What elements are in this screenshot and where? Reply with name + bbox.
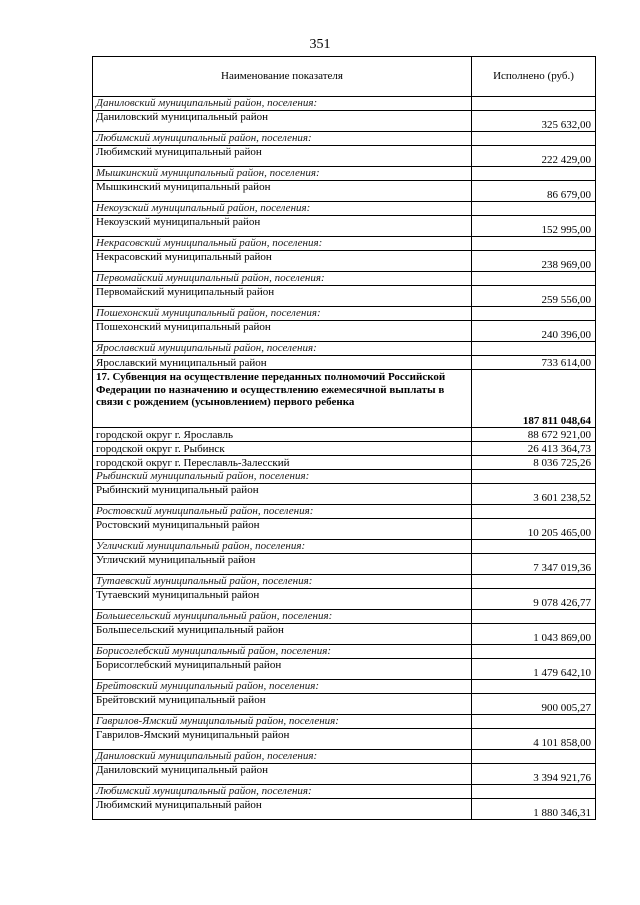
table-row (93, 111, 596, 132)
row-name-cell: Ростовский муниципальный район (93, 519, 472, 540)
row-name-cell: 17. Субвенция на осуществление переданных полномочий Российской Федерации по назначению и осуществлению ежемесячной выплаты в связи с рождением (усыновлением) первого ребенка (93, 370, 472, 428)
row-name-cell: Гаврилов-Ямский муниципальный район, поселения: (93, 715, 472, 729)
table-row (93, 356, 596, 370)
row-name-cell: Рыбинский муниципальный район, поселения: (93, 470, 472, 484)
row-name-cell: Даниловский муниципальный район (93, 764, 472, 785)
table-row (93, 624, 596, 645)
table-row (93, 540, 596, 554)
column-header-name: Наименование показателя (93, 57, 472, 97)
row-value-cell: 7 347 019,36 (472, 554, 596, 575)
row-name-cell: Большесельский муниципальный район (93, 624, 472, 645)
row-value-cell (472, 715, 596, 729)
row-value-cell: 26 413 364,73 (472, 442, 596, 456)
row-name-cell: Ростовский муниципальный район, поселения: (93, 505, 472, 519)
row-name-cell: Угличский муниципальный район, поселения: (93, 540, 472, 554)
row-value-cell (472, 307, 596, 321)
table-row (93, 428, 596, 442)
row-name-cell: Брейтовский муниципальный район, поселения: (93, 680, 472, 694)
row-value-cell: 187 811 048,64 (472, 370, 596, 428)
table-row (93, 715, 596, 729)
row-name-cell: Любимский муниципальный район, поселения: (93, 785, 472, 799)
table-row (93, 307, 596, 321)
row-name-cell: Даниловский муниципальный район, поселения: (93, 97, 472, 111)
row-name-cell: городской округ г. Рыбинск (93, 442, 472, 456)
table-row (93, 505, 596, 519)
row-name-cell: Некоузский муниципальный район, поселения: (93, 202, 472, 216)
table-row (93, 181, 596, 202)
table-row (93, 645, 596, 659)
row-value-cell: 1 043 869,00 (472, 624, 596, 645)
row-value-cell (472, 167, 596, 181)
row-value-cell: 8 036 725,26 (472, 456, 596, 470)
row-value-cell: 238 969,00 (472, 251, 596, 272)
table-row (93, 272, 596, 286)
row-name-cell: Даниловский муниципальный район, поселения: (93, 750, 472, 764)
table-row (93, 694, 596, 715)
table-row (93, 750, 596, 764)
row-value-cell (472, 237, 596, 251)
row-name-cell: Борисоглебский муниципальный район (93, 659, 472, 680)
row-name-cell: Некрасовский муниципальный район (93, 251, 472, 272)
row-value-cell (472, 470, 596, 484)
row-value-cell: 86 679,00 (472, 181, 596, 202)
report-table (92, 56, 596, 820)
table-row (93, 370, 596, 428)
row-name-cell: Брейтовский муниципальный район (93, 694, 472, 715)
table-row (93, 167, 596, 181)
row-value-cell (472, 202, 596, 216)
row-name-cell: Пошехонский муниципальный район (93, 321, 472, 342)
row-value-cell (472, 132, 596, 146)
table-row (93, 146, 596, 167)
column-header-value: Исполнено (руб.) (472, 57, 596, 97)
row-value-cell (472, 785, 596, 799)
row-name-cell: Тутаевский муниципальный район (93, 589, 472, 610)
table-row (93, 589, 596, 610)
table-row (93, 342, 596, 356)
row-name-cell: Ярославский муниципальный район (93, 356, 472, 370)
row-value-cell (472, 750, 596, 764)
table-row (93, 680, 596, 694)
row-value-cell: 9 078 426,77 (472, 589, 596, 610)
row-name-cell: Угличский муниципальный район (93, 554, 472, 575)
row-name-cell: Даниловский муниципальный район (93, 111, 472, 132)
row-value-cell: 3 394 921,76 (472, 764, 596, 785)
table-row (93, 575, 596, 589)
row-name-cell: городской округ г. Ярославль (93, 428, 472, 442)
table-row (93, 237, 596, 251)
row-name-cell: Мышкинский муниципальный район (93, 181, 472, 202)
table-row (93, 729, 596, 750)
table-row (93, 484, 596, 505)
row-value-cell: 733 614,00 (472, 356, 596, 370)
row-value-cell (472, 97, 596, 111)
row-name-cell: Рыбинский муниципальный район (93, 484, 472, 505)
row-value-cell: 10 205 465,00 (472, 519, 596, 540)
table-row (93, 610, 596, 624)
table-row (93, 97, 596, 111)
table-row (93, 286, 596, 307)
row-value-cell: 240 396,00 (472, 321, 596, 342)
row-name-cell: городской округ г. Переславль-Залесский (93, 456, 472, 470)
row-value-cell (472, 272, 596, 286)
table-row (93, 554, 596, 575)
row-name-cell: Гаврилов-Ямский муниципальный район (93, 729, 472, 750)
row-value-cell: 152 995,00 (472, 216, 596, 237)
table-header-row (93, 57, 596, 97)
table-row (93, 132, 596, 146)
row-name-cell: Некрасовский муниципальный район, поселения: (93, 237, 472, 251)
row-value-cell (472, 645, 596, 659)
table-row (93, 785, 596, 799)
table-row (93, 321, 596, 342)
table-row (93, 764, 596, 785)
table-row (93, 659, 596, 680)
row-value-cell: 4 101 858,00 (472, 729, 596, 750)
row-name-cell: Пошехонский муниципальный район, поселения: (93, 307, 472, 321)
row-value-cell (472, 342, 596, 356)
row-value-cell (472, 505, 596, 519)
row-name-cell: Первомайский муниципальный район, поселения: (93, 272, 472, 286)
row-name-cell: Первомайский муниципальный район (93, 286, 472, 307)
row-value-cell: 88 672 921,00 (472, 428, 596, 442)
row-value-cell (472, 610, 596, 624)
row-name-cell: Большесельский муниципальный район, поселения: (93, 610, 472, 624)
table-row (93, 202, 596, 216)
row-value-cell (472, 540, 596, 554)
table-body (93, 97, 596, 820)
row-name-cell: Любимский муниципальный район (93, 146, 472, 167)
row-value-cell (472, 575, 596, 589)
row-name-cell: Мышкинский муниципальный район, поселения: (93, 167, 472, 181)
table-row (93, 470, 596, 484)
row-name-cell: Любимский муниципальный район (93, 799, 472, 820)
row-value-cell: 222 429,00 (472, 146, 596, 167)
row-value-cell: 1 880 346,31 (472, 799, 596, 820)
row-name-cell: Борисоглебский муниципальный район, поселения: (93, 645, 472, 659)
table-row (93, 519, 596, 540)
row-name-cell: Некоузский муниципальный район (93, 216, 472, 237)
row-value-cell: 1 479 642,10 (472, 659, 596, 680)
row-name-cell: Тутаевский муниципальный район, поселения: (93, 575, 472, 589)
table-row (93, 442, 596, 456)
row-value-cell: 325 632,00 (472, 111, 596, 132)
row-name-cell: Ярославский муниципальный район, поселения: (93, 342, 472, 356)
table-row (93, 216, 596, 237)
table-row (93, 456, 596, 470)
row-value-cell: 259 556,00 (472, 286, 596, 307)
table-row (93, 799, 596, 820)
row-name-cell: Любимский муниципальный район, поселения: (93, 132, 472, 146)
row-value-cell (472, 680, 596, 694)
row-value-cell: 3 601 238,52 (472, 484, 596, 505)
table-row (93, 251, 596, 272)
row-value-cell: 900 005,27 (472, 694, 596, 715)
page-number: 351 (309, 37, 331, 52)
